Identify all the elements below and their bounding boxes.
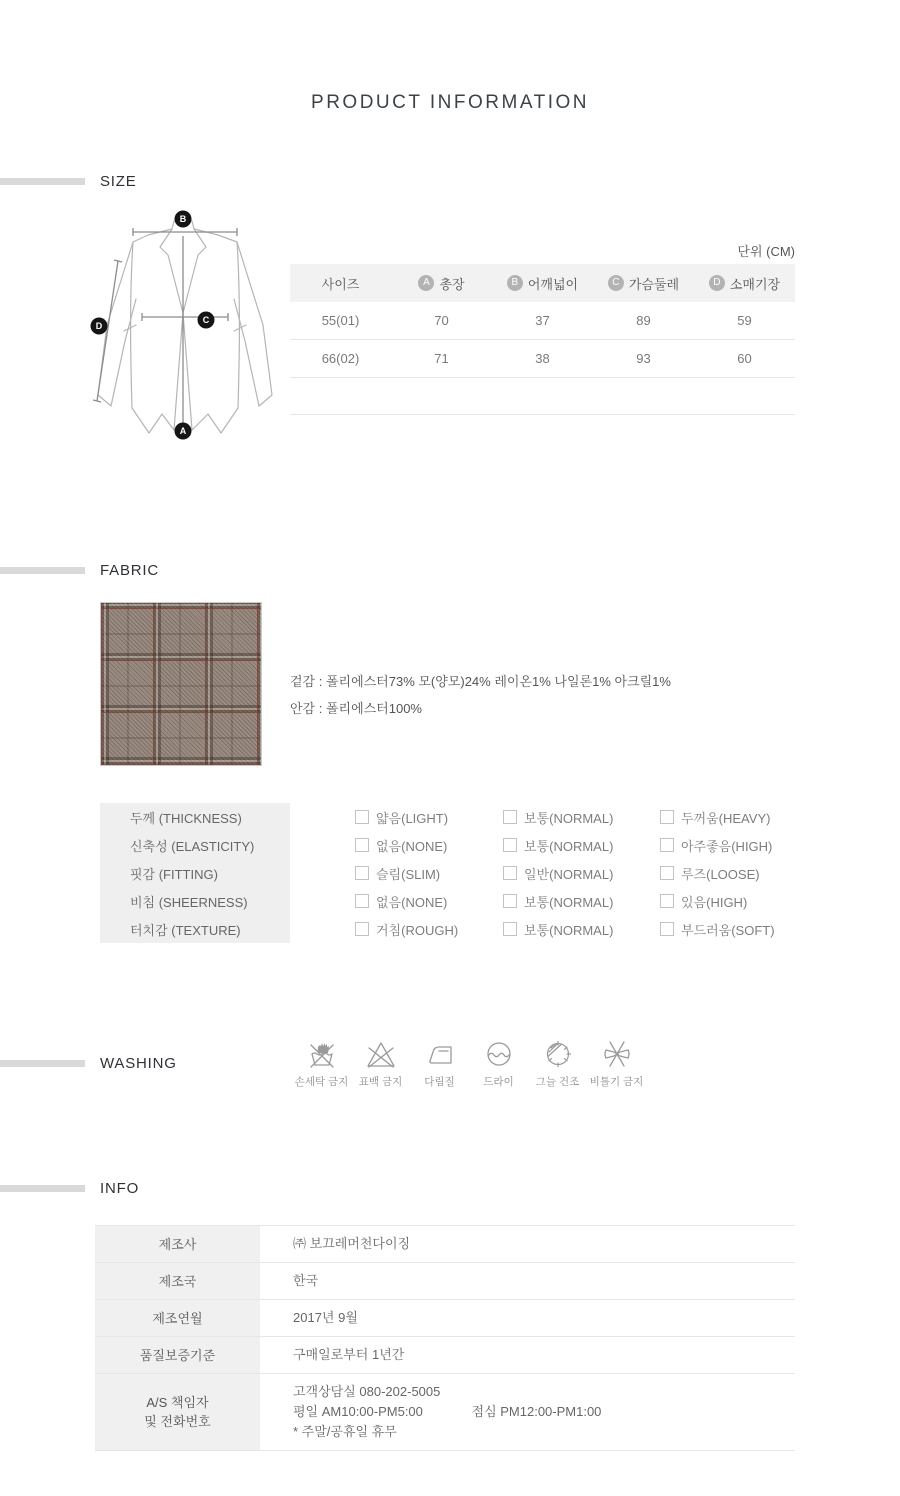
marker-c-icon: C bbox=[608, 275, 624, 291]
property-options bbox=[290, 915, 795, 943]
option-label: 보통(NORMAL) bbox=[524, 838, 614, 854]
checkbox-icon[interactable] bbox=[355, 894, 369, 908]
unit-label: 단위 (CM) bbox=[737, 244, 795, 259]
washing-icon-label: 비틀기 금지 bbox=[589, 1076, 644, 1088]
as-holiday-note: * 주말/공휴일 휴무 bbox=[293, 1424, 397, 1439]
size-row-empty bbox=[290, 378, 795, 415]
page-title: PRODUCT INFORMATION bbox=[311, 92, 589, 113]
fabric-composition bbox=[290, 668, 671, 722]
property-label: 비침 (SHEERNESS) bbox=[100, 887, 290, 915]
fabric-swatch-image bbox=[100, 602, 262, 766]
washing-icon-label: 다림질 bbox=[424, 1076, 455, 1088]
section-bar bbox=[0, 178, 85, 185]
header-label: 총장 bbox=[439, 276, 465, 292]
info-label: 품질보증기준 bbox=[95, 1337, 260, 1373]
as-weekday-hours: 평일 AM10:00-PM5:00 bbox=[293, 1404, 423, 1419]
washing-icon-label: 드라이 bbox=[483, 1076, 514, 1088]
washing-item bbox=[292, 1039, 351, 1089]
cell-length: 71 bbox=[434, 351, 449, 366]
option-label: 보통(NORMAL) bbox=[524, 810, 614, 826]
checkbox-icon[interactable] bbox=[503, 838, 517, 852]
marker-d-icon: D bbox=[709, 275, 725, 291]
info-value: 한국 bbox=[293, 1273, 319, 1288]
info-row-manufacturer bbox=[95, 1226, 795, 1263]
washing-item bbox=[469, 1039, 528, 1089]
washing-icons bbox=[292, 1039, 646, 1089]
checkbox-icon[interactable] bbox=[503, 922, 517, 936]
washing-icon-label: 표백 금지 bbox=[358, 1076, 403, 1088]
option bbox=[503, 808, 660, 827]
info-label: 제조사 bbox=[95, 1226, 260, 1262]
header-cell-chest bbox=[593, 274, 694, 293]
header-label: 소매기장 bbox=[729, 276, 781, 292]
cell-size-name: 66(02) bbox=[321, 351, 360, 366]
property-label: 두께 (THICKNESS) bbox=[100, 803, 290, 831]
header-label: 어깨넓이 bbox=[527, 276, 579, 292]
size-table bbox=[290, 264, 795, 415]
size-row-66 bbox=[290, 340, 795, 378]
as-contact-phone: 고객상담실 080-202-5005 bbox=[293, 1384, 441, 1399]
washing-icon-label: 손세탁 금지 bbox=[294, 1076, 349, 1088]
cell-sleeve: 59 bbox=[737, 313, 752, 328]
option-label: 일반(NORMAL) bbox=[524, 866, 614, 882]
shade-dry-icon bbox=[543, 1039, 573, 1069]
cell-chest: 93 bbox=[636, 351, 651, 366]
checkbox-icon[interactable] bbox=[355, 810, 369, 824]
info-value: 구매일로부터 1년간 bbox=[293, 1347, 405, 1362]
property-row-sheerness bbox=[100, 887, 795, 915]
washing-item bbox=[528, 1039, 587, 1089]
section-bar bbox=[0, 567, 85, 574]
fabric-properties-table bbox=[100, 803, 795, 943]
property-row-fitting bbox=[100, 859, 795, 887]
header-label: 사이즈 bbox=[321, 276, 360, 292]
header-cell-size bbox=[290, 274, 391, 293]
cell-size-name: 55(01) bbox=[321, 313, 360, 328]
cell-length: 70 bbox=[434, 313, 449, 328]
section-heading-washing: WASHING bbox=[100, 1055, 177, 1072]
info-value bbox=[260, 1374, 795, 1450]
option bbox=[660, 920, 795, 939]
property-label: 신축성 (ELASTICITY) bbox=[100, 831, 290, 859]
info-table bbox=[95, 1225, 795, 1451]
property-label: 핏감 (FITTING) bbox=[100, 859, 290, 887]
size-table-header-row bbox=[290, 264, 795, 302]
measure-marker-d-letter: D bbox=[95, 321, 103, 331]
washing-item bbox=[351, 1039, 410, 1089]
checkbox-icon[interactable] bbox=[355, 838, 369, 852]
checkbox-icon[interactable] bbox=[355, 866, 369, 880]
option-label: 루즈(LOOSE) bbox=[681, 866, 760, 882]
no-bleach-icon bbox=[366, 1039, 396, 1069]
as-contact-hours bbox=[293, 1402, 795, 1422]
iron-icon bbox=[425, 1039, 455, 1069]
section-heading-size: SIZE bbox=[100, 173, 137, 190]
option-label: 부드러움(SOFT) bbox=[681, 922, 775, 938]
marker-a-icon: A bbox=[418, 275, 434, 291]
option-label: 슬림(SLIM) bbox=[376, 866, 441, 882]
option bbox=[355, 920, 503, 939]
header-label: 가슴둘레 bbox=[628, 276, 680, 292]
header-cell-shoulder bbox=[492, 274, 593, 293]
option-label: 아주좋음(HIGH) bbox=[681, 838, 773, 854]
option bbox=[503, 836, 660, 855]
washing-item bbox=[587, 1039, 646, 1089]
info-row-manufacture-date bbox=[95, 1300, 795, 1337]
property-options bbox=[290, 831, 795, 859]
option bbox=[503, 920, 660, 939]
checkbox-icon[interactable] bbox=[660, 894, 674, 908]
checkbox-icon[interactable] bbox=[503, 866, 517, 880]
coat-measurement-diagram bbox=[88, 203, 273, 443]
property-options bbox=[290, 803, 795, 831]
checkbox-icon[interactable] bbox=[503, 894, 517, 908]
no-hand-wash-icon bbox=[307, 1039, 337, 1069]
info-label bbox=[95, 1374, 260, 1450]
property-options bbox=[290, 887, 795, 915]
info-label: 제조연월 bbox=[95, 1300, 260, 1336]
cell-sleeve: 60 bbox=[737, 351, 752, 366]
option bbox=[355, 864, 503, 883]
property-row-thickness bbox=[100, 803, 795, 831]
size-row-55 bbox=[290, 302, 795, 340]
property-options bbox=[290, 859, 795, 887]
checkbox-icon[interactable] bbox=[660, 866, 674, 880]
property-label: 터치감 (TEXTURE) bbox=[100, 915, 290, 943]
option-label: 두꺼움(HEAVY) bbox=[681, 810, 771, 826]
option-label: 얇음(LIGHT) bbox=[376, 810, 449, 826]
property-row-elasticity bbox=[100, 831, 795, 859]
measure-marker-c-letter: C bbox=[202, 315, 210, 325]
cell-chest: 89 bbox=[636, 313, 651, 328]
header-cell-sleeve bbox=[694, 274, 795, 293]
info-value: 2017년 9월 bbox=[293, 1310, 358, 1325]
measure-marker-a-letter: A bbox=[179, 426, 187, 436]
option-label: 없음(NONE) bbox=[376, 894, 448, 910]
info-row-warranty bbox=[95, 1337, 795, 1374]
measure-marker-b-letter: B bbox=[179, 214, 187, 224]
section-bar bbox=[0, 1185, 85, 1192]
option-label: 있음(HIGH) bbox=[681, 894, 748, 910]
section-heading-fabric: FABRIC bbox=[100, 562, 159, 579]
marker-b-icon: B bbox=[507, 275, 523, 291]
option bbox=[503, 864, 660, 883]
no-wring-icon bbox=[602, 1039, 632, 1069]
cell-shoulder: 38 bbox=[535, 351, 550, 366]
info-value: ㈜ 보끄레머천다이징 bbox=[293, 1236, 411, 1251]
dry-clean-icon bbox=[484, 1039, 514, 1069]
cell-shoulder: 37 bbox=[535, 313, 550, 328]
checkbox-icon[interactable] bbox=[503, 810, 517, 824]
section-heading-info: INFO bbox=[100, 1180, 140, 1197]
fabric-lining-composition: 안감 : 폴리에스터100% bbox=[290, 701, 422, 716]
checkbox-icon[interactable] bbox=[660, 810, 674, 824]
property-row-texture bbox=[100, 915, 795, 943]
option bbox=[660, 836, 795, 855]
option-label: 거침(ROUGH) bbox=[376, 922, 459, 938]
checkbox-icon[interactable] bbox=[660, 838, 674, 852]
option-label: 보통(NORMAL) bbox=[524, 894, 614, 910]
as-lunch-hours: 점심 PM12:00-PM1:00 bbox=[471, 1404, 602, 1419]
option bbox=[355, 836, 503, 855]
checkbox-icon[interactable] bbox=[355, 922, 369, 936]
option-label: 보통(NORMAL) bbox=[524, 922, 614, 938]
option bbox=[660, 864, 795, 883]
washing-icon-label: 그늘 건조 bbox=[535, 1076, 580, 1088]
option bbox=[503, 892, 660, 911]
option bbox=[660, 808, 795, 827]
info-row-country bbox=[95, 1263, 795, 1300]
checkbox-icon[interactable] bbox=[660, 922, 674, 936]
info-label-line1: A/S 책임자 bbox=[146, 1395, 209, 1410]
option bbox=[355, 892, 503, 911]
header-cell-length bbox=[391, 274, 492, 293]
washing-item bbox=[410, 1039, 469, 1089]
option-label: 없음(NONE) bbox=[376, 838, 448, 854]
option bbox=[355, 808, 503, 827]
info-row-as-contact bbox=[95, 1374, 795, 1451]
fabric-outer-composition: 겉감 : 폴리에스터73% 모(양모)24% 레이온1% 나일론1% 아크릴1% bbox=[290, 674, 671, 689]
section-bar bbox=[0, 1060, 85, 1067]
info-label: 제조국 bbox=[95, 1263, 260, 1299]
option bbox=[660, 892, 795, 911]
info-label-line2: 및 전화번호 bbox=[144, 1414, 211, 1429]
